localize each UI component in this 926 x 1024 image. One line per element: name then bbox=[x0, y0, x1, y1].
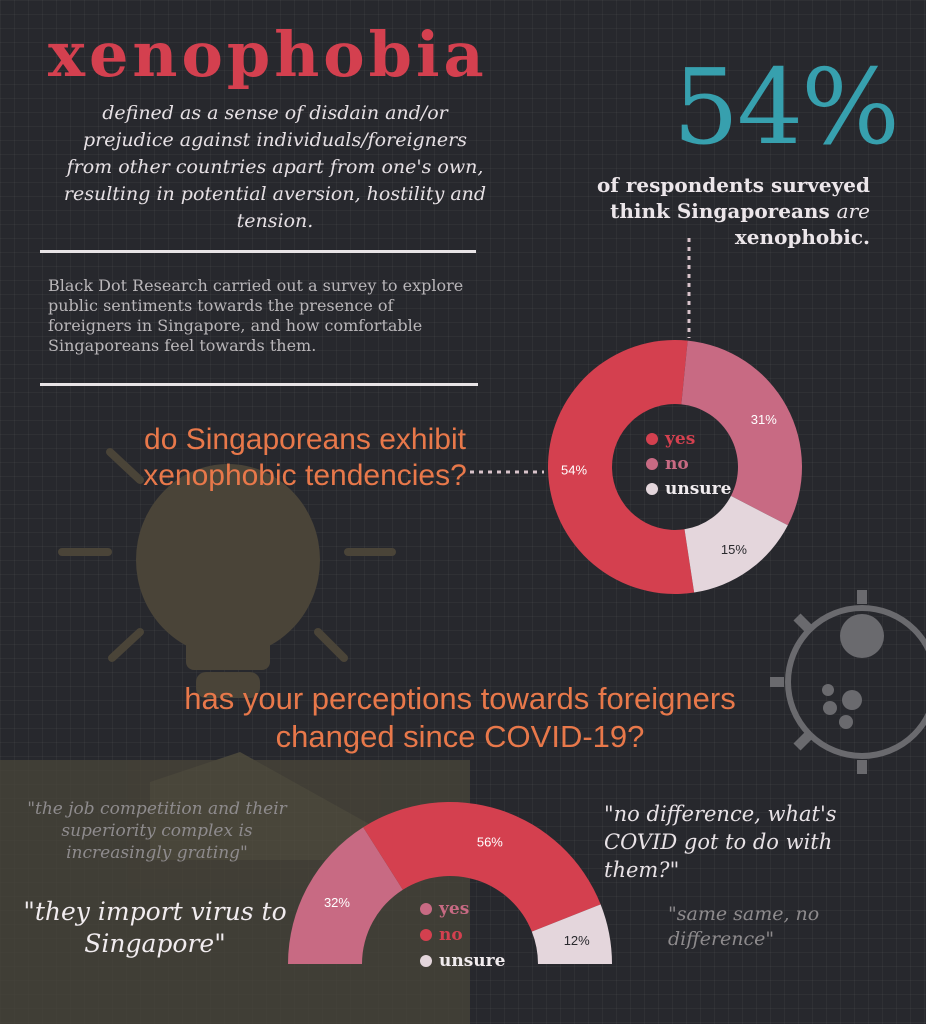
legend-label-unsure: unsure bbox=[439, 951, 506, 971]
divider-bottom bbox=[40, 383, 478, 386]
question-2: has your perceptions towards foreigners changed since COVID-19? bbox=[184, 681, 736, 754]
legend-label-yes: yes bbox=[439, 899, 470, 919]
question-1: do Singaporeans exhibit xenophobic tendencies? bbox=[143, 423, 467, 492]
caption-line-2 bbox=[560, 198, 870, 224]
caption-line-1: of respondents surveyed bbox=[596, 173, 870, 197]
definition-text: defined as a sense of disdain and/or prejudice against individuals/foreigners from other countries apart from one's own, resulting in potential aversion, hostility and tension. bbox=[63, 102, 487, 232]
legend-label-no: no bbox=[439, 925, 463, 945]
caption-emphasis: are bbox=[836, 199, 870, 223]
quote-import-virus: "they import virus to Singapore" bbox=[23, 897, 287, 958]
highlight-stat: 54% bbox=[672, 46, 898, 168]
semi-slice-yes bbox=[363, 802, 600, 932]
donut-label-unsure: 15% bbox=[720, 542, 747, 558]
semi-label-yes: 56% bbox=[476, 834, 503, 850]
legend-label-unsure: unsure bbox=[665, 479, 732, 499]
caption-line-2-text: think Singaporeans bbox=[610, 199, 837, 223]
quote-job-competition: "the job competition and their superiority complex is increasingly grating" bbox=[27, 799, 287, 863]
legend-dot-no bbox=[646, 458, 658, 470]
legend-dot-unsure bbox=[420, 955, 432, 967]
page-title: xenophobia bbox=[48, 18, 488, 91]
legend-label-no: no bbox=[665, 454, 689, 474]
donut-chart bbox=[540, 332, 810, 602]
caption-line-3: xenophobic. bbox=[734, 225, 870, 249]
semi-label-unsure: 12% bbox=[563, 932, 590, 948]
legend-label-yes: yes bbox=[665, 429, 696, 449]
divider-top bbox=[40, 250, 476, 253]
legend-dot-yes bbox=[646, 433, 658, 445]
donut-label-yes: 54% bbox=[561, 462, 588, 478]
legend-dot-unsure bbox=[646, 483, 658, 495]
virus-icon bbox=[770, 590, 926, 774]
highlight-caption bbox=[560, 172, 870, 250]
quote-same-same: "same same, no difference" bbox=[668, 903, 820, 950]
quote-no-difference: "no difference, what's COVID got to do with them?" bbox=[604, 802, 837, 882]
legend-dot-yes bbox=[420, 903, 432, 915]
legend-dot-no bbox=[420, 929, 432, 941]
donut-label-no: 31% bbox=[750, 411, 777, 427]
survey-intro: Black Dot Research carried out a survey to explore public sentiments towards the presence of foreigners in Singapore, and how comfortable Singaporeans feel towards them. bbox=[48, 276, 464, 355]
semi-label-no: 32% bbox=[323, 894, 350, 910]
semi-donut-chart bbox=[280, 796, 620, 976]
